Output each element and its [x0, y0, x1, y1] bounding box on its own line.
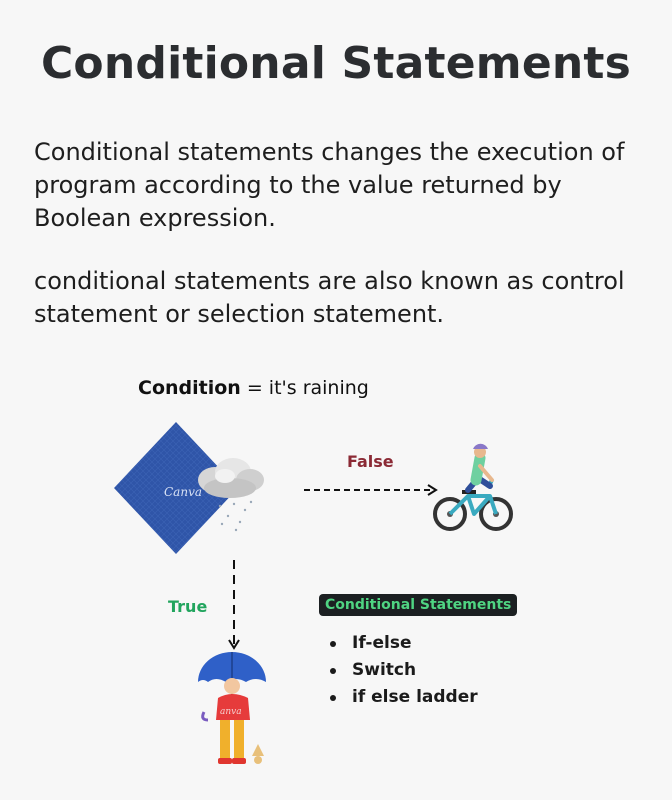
list-item: If-else	[330, 630, 478, 657]
condition-text: = it's raining	[240, 377, 369, 399]
alias-paragraph: conditional statements are also known as control statement or selection statement.	[34, 267, 625, 328]
statement-types-badge: Conditional Statements	[319, 594, 517, 616]
umbrella-person-icon	[194, 648, 278, 772]
decision-diamond	[110, 420, 290, 560]
statement-types-list	[330, 630, 478, 711]
false-branch-label: False	[347, 452, 394, 471]
condition-label: Condition	[138, 377, 241, 399]
false-arrow	[304, 482, 444, 498]
condition-caption	[138, 377, 369, 399]
list-item: Switch	[330, 657, 478, 684]
intro-paragraph: Conditional statements changes the execution of program according to the value returned by Boolean expression.	[34, 138, 625, 232]
page-title: Conditional Statements	[40, 38, 632, 89]
cyclist-icon	[432, 440, 516, 536]
diamond-watermark: Canva	[164, 485, 202, 499]
true-branch-label: True	[168, 597, 208, 616]
list-item: if else ladder	[330, 684, 478, 711]
true-arrow	[226, 560, 242, 652]
rain-watermark: anva	[220, 707, 242, 717]
